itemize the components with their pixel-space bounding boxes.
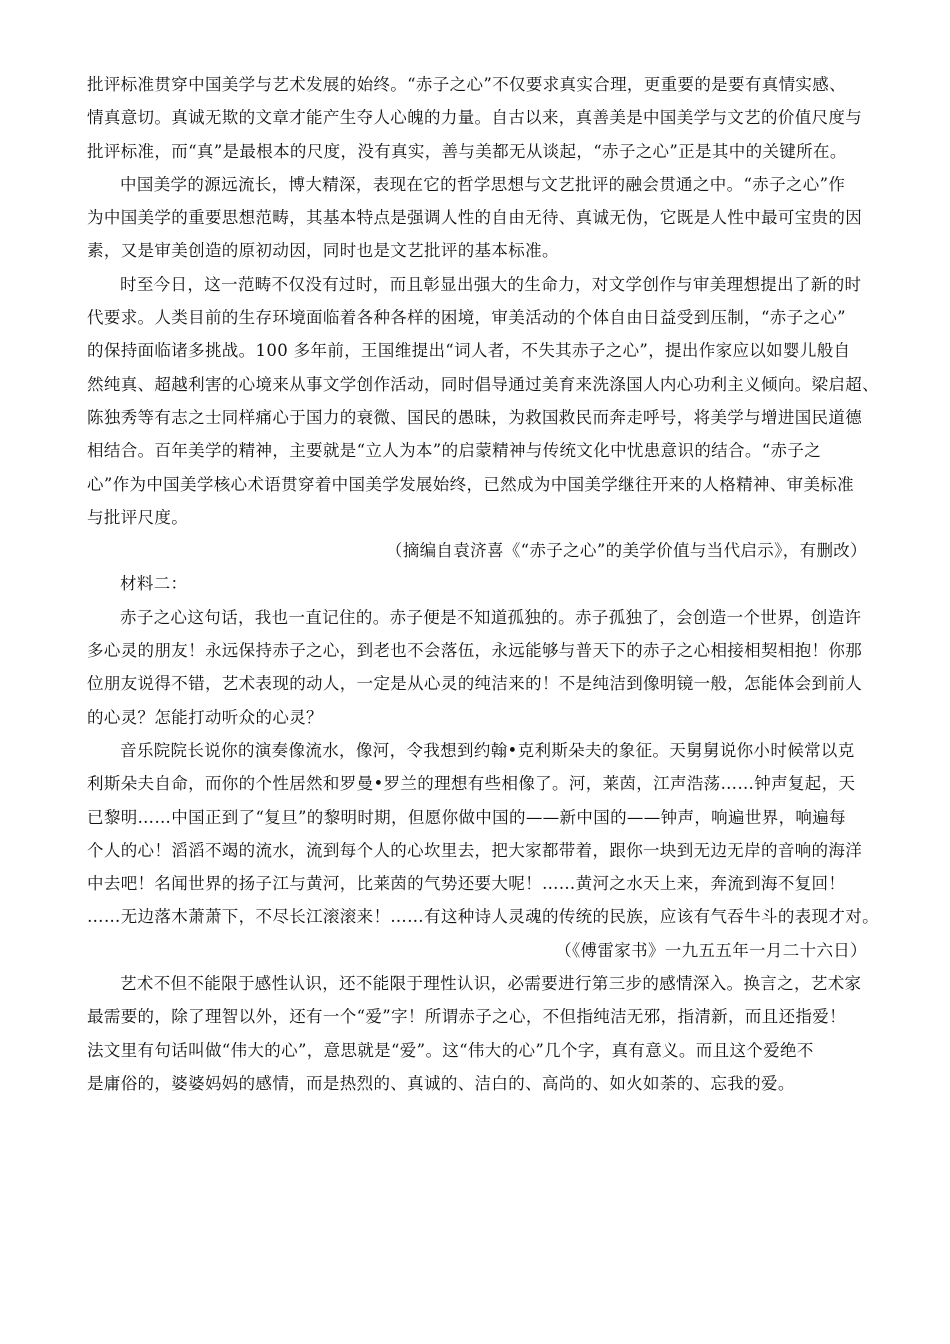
text-line: 为中国美学的重要思想范畴，其基本特点是强调人性的自由无待、真诚无伪，它既是人性中最可宝贵的因 — [87, 208, 863, 228]
text-line: 批评标准，而“真”是最根本的尺度，没有真实，善与美都无从谈起，“赤子之心”正是其中的关键所在。 — [87, 141, 847, 161]
text-line: 位朋友说得不错，艺术表现的动人，一定是从心灵的纯洁来的！不是纯洁到像明镜一般，怎能体会到前人 — [87, 674, 863, 694]
text-line: 素，又是审美创造的原初动因，同时也是文艺批评的基本标准。 — [87, 241, 559, 261]
document-page — [87, 68, 879, 1100]
text-line: 赤子之心这句话，我也一直记住的。赤子便是不知道孤独的。赤子孤独了，会创造一个世界，创造许 — [120, 607, 862, 627]
text-line: 是庸俗的，婆婆妈妈的感情，而是热烈的、真诚的、洁白的、高尚的、如火如荼的、忘我的爱。 — [87, 1073, 795, 1093]
text-line: 多心灵的朋友！永远保持赤子之心，到老也不会落伍，永远能够与普天下的赤子之心相接相契相抱！你那 — [87, 641, 863, 661]
text-line: 中去吧！名闻世界的扬子江与黄河，比莱茵的气势还要大呢！……黄河之水天上来，奔流到海不复回！ — [87, 874, 846, 894]
text-line: 最需要的，除了理智以外，还有一个“爱”字！所谓赤子之心，不但指纯洁无邪，指清新，而且还指爱！ — [87, 1007, 846, 1027]
text-line: 与批评尺度。 — [87, 507, 189, 527]
text-line: 音乐院院长说你的演奏像流水，像河，令我想到约翰•克利斯朵夫的象征。天舅舅说你小时候常以克 — [120, 740, 855, 760]
text-line: 已黎明……中国正到了“复旦”的黎明时期，但愿你做中国的——新中国的——钟声，响遍世界，响遍每 — [87, 807, 846, 827]
text-line: 的保持面临诸多挑战。100 多年前，王国维提出“词人者，不失其赤子之心”，提出作家应以如婴儿般自 — [87, 341, 851, 361]
text-line: 的心灵？怎能打动听众的心灵？ — [87, 707, 323, 727]
text-line: 中国美学的源远流长，博大精深，表现在它的哲学思想与文艺批评的融会贯通之中。“赤子之心”作 — [120, 174, 846, 194]
text-line: 相结合。百年美学的精神，主要就是“立人为本”的启蒙精神与传统文化中忧患意识的结合。“赤子之 — [87, 441, 822, 461]
text-line: 艺术不但不能限于感性认识，还不能限于理性认识，必需要进行第三步的感情深入。换言之，艺术家 — [120, 974, 862, 994]
letter-date: （《傅雷家书》一九五五年一月二十六日） — [555, 940, 867, 960]
text-line: 利斯朵夫自命，而你的个性居然和罗曼•罗兰的理想有些相像了。河，莱茵，江声浩荡……钟声复起，天 — [87, 774, 856, 794]
text-line: 代要求。人类目前的生存环境面临着各种各样的困境，审美活动的个体自由日益受到压制，“赤子之心” — [87, 308, 846, 328]
text-line: 个人的心！滔滔不竭的流水，流到每个人的心坎里去，把大家都带着，跟你一块到无边无岸的音响的海洋 — [87, 840, 863, 860]
text-line: 时至今日，这一范畴不仅没有过时，而且彰显出强大的生命力，对文学创作与审美理想提出了新的时 — [120, 274, 862, 294]
text-line: 法文里有句话叫做“伟大的心”，意思就是“爱”。这“伟大的心”几个字，真有意义。而且这个爱绝不 — [87, 1040, 814, 1060]
text-line: 然纯真、超越利害的心境来从事文学创作活动，同时倡导通过美育来洗涤国人内心功利主义倾向。梁启超、 — [87, 374, 879, 394]
section-heading: 材料二： — [120, 574, 188, 594]
text-line: 情真意切。真诚无欺的文章才能产生夺人心魄的力量。自古以来，真善美是中国美学与文艺的价值尺度与 — [87, 108, 863, 128]
text-line: 批评标准贯穿中国美学与艺术发展的始终。“赤子之心”不仅要求真实合理，更重要的是要有真情实感、 — [87, 75, 846, 94]
text-line: 陈独秀等有志之士同样痛心于国力的衰微、国民的愚昧，为救国救民而奔走呼号，将美学与增进国民道德 — [87, 407, 863, 427]
source-citation: （摘编自袁济喜《“赤子之心”的美学价值与当代启示》，有删改） — [385, 541, 867, 561]
text-line: ……无边落木萧萧下，不尽长江滚滚来！……有这种诗人灵魂的传统的民族，应该有气吞牛斗的表现才对。 — [87, 907, 879, 927]
text-line: 心”作为中国美学核心术语贯穿着中国美学发展始终，已然成为中国美学继往开来的人格精神、审美标准 — [87, 474, 855, 494]
